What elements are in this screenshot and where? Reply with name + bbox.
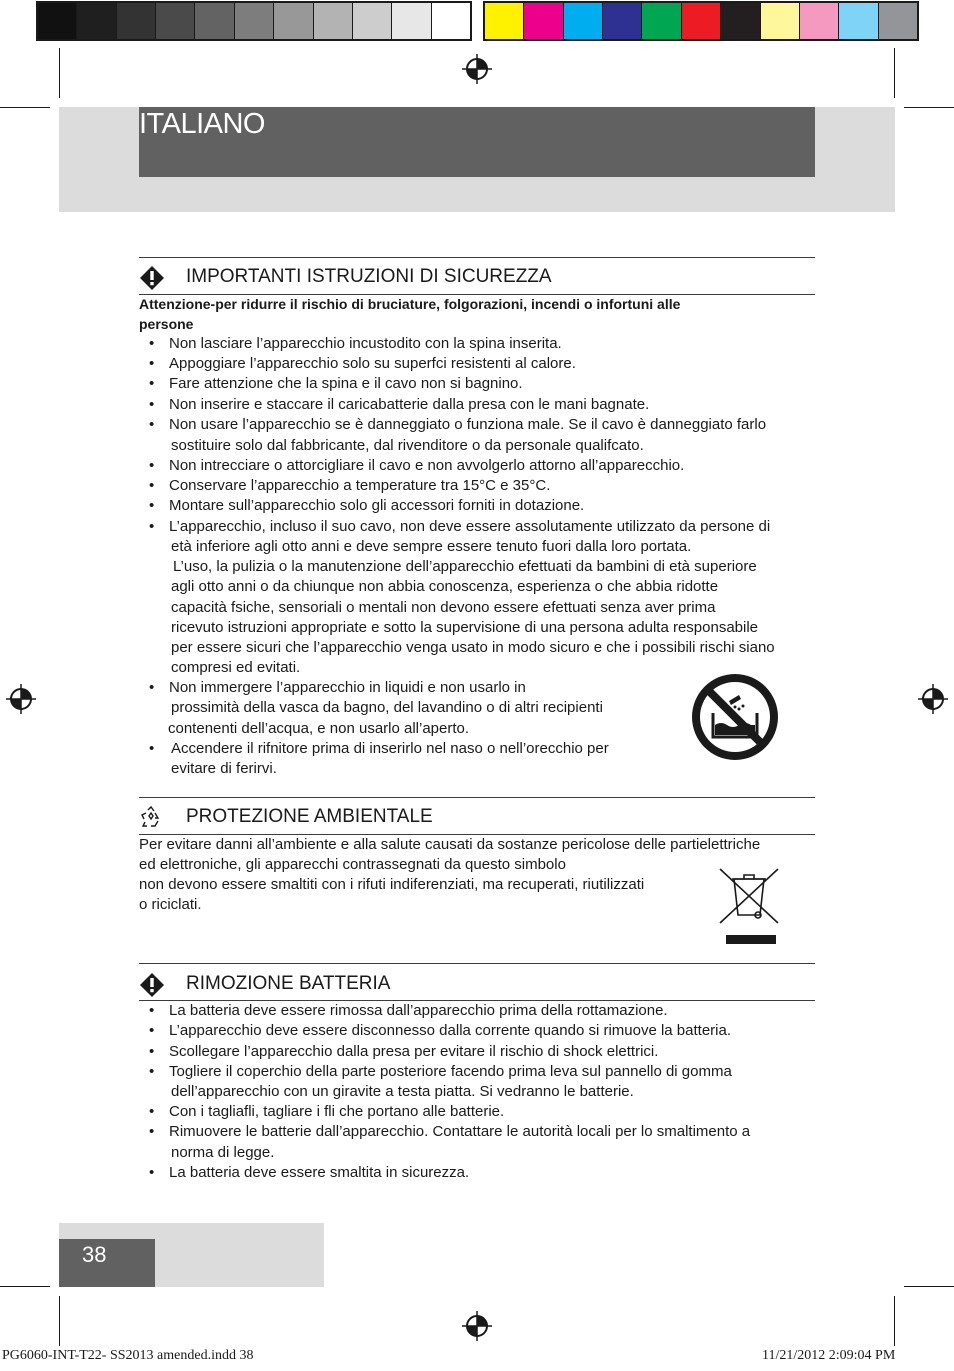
crop-mark [894, 1296, 895, 1346]
safety-item: Montare sull’apparecchio solo gli accessori forniti in dotazione. [169, 497, 585, 514]
bullet-marker: • [149, 355, 155, 372]
gray-swatch [392, 3, 430, 39]
bullet-marker: • [149, 375, 155, 392]
safety-item: contenenti dell’acqua, e non usarlo all’aperto. [168, 720, 470, 737]
safety-item: agli otto anni o da chiunque non abbia conoscenza, esperienza o che abbia ridotte [171, 578, 719, 595]
safety-item: Non intrecciare o attorcigliare il cavo e non avvolgerlo attorno all’apparecchio. [169, 457, 685, 474]
registration-mark-icon [462, 1311, 492, 1341]
gray-swatch [314, 3, 352, 39]
bullet-marker: • [149, 477, 155, 494]
color-swatch [721, 3, 759, 39]
gray-swatch [117, 3, 155, 39]
section-rule [139, 257, 815, 258]
safety-item: ricevuto istruzioni appropriate e sotto la supervisione di una persona adulta responsabile [171, 619, 759, 636]
safety-item: sostituire solo dal fabbricante, dal rivenditore o da personale qualifcato. [171, 437, 644, 454]
color-swatch [761, 3, 799, 39]
color-swatch [524, 3, 562, 39]
footer-file-info: PG6060-INT-T22- SS2013 amended.indd 38 [2, 1348, 254, 1363]
battery-item: norma di legge. [171, 1144, 275, 1161]
color-swatch [564, 3, 602, 39]
safety-item: prossimità della vasca da bagno, del lavandino o di altri recipienti [171, 699, 603, 716]
color-swatch [682, 3, 720, 39]
safety-item: Conservare l’apparecchio a temperature tra 15°C e 35°C. [169, 477, 551, 494]
safety-item: L’apparecchio, incluso il suo cavo, non deve essere assolutamente utilizzato da persone di [169, 518, 771, 535]
warning-icon [139, 265, 165, 291]
bullet-marker: • [149, 1103, 155, 1120]
registration-mark-icon [918, 684, 948, 714]
battery-item: La batteria deve essere smaltita in sicurezza. [169, 1164, 470, 1181]
bullet-marker: • [149, 457, 155, 474]
battery-section-title: RIMOZIONE BATTERIA [186, 973, 391, 994]
crop-mark [0, 107, 50, 108]
section-rule [139, 834, 815, 835]
battery-item: Togliere il coperchio della parte posteriore facendo prima leva sul pannello di gomma [169, 1063, 732, 1080]
crop-mark [59, 1296, 60, 1346]
color-swatch [800, 3, 838, 39]
bullet-marker: • [149, 1022, 155, 1039]
gray-swatch [274, 3, 312, 39]
safety-item: evitare di ferirvi. [171, 760, 277, 777]
gray-swatch [156, 3, 194, 39]
environment-line: non devono essere smaltiti con i rifuti indiferenziati, ma recuperati, riutilizzati [139, 876, 645, 893]
battery-item: Rimuovere le batterie dall’apparecchio. Contattare le autorità locali per lo smaltimento a [169, 1123, 751, 1140]
color-swatch [879, 3, 917, 39]
gray-swatch [432, 3, 470, 39]
environment-line: ed elettroniche, gli apparecchi contrassegnati da questo simbolo [139, 856, 566, 873]
crop-mark [0, 1286, 50, 1287]
safety-item: Fare attenzione che la spina e il cavo non si bagnino. [169, 375, 523, 392]
safety-item: Non usare l’apparecchio se è danneggiato o funziona male. Se il cavo è danneggiato farlo [169, 416, 767, 433]
bullet-marker: • [149, 396, 155, 413]
color-swatch [603, 3, 641, 39]
bullet-marker: • [149, 1002, 155, 1019]
process-color-bar [483, 1, 919, 41]
bullet-marker: • [149, 518, 155, 535]
bullet-marker: • [149, 1063, 155, 1080]
crop-mark [59, 48, 60, 98]
recycle-icon [139, 805, 163, 829]
warning-icon [139, 972, 165, 998]
color-swatch [642, 3, 680, 39]
battery-item: Con i tagliafli, tagliare i fli che portano alle batterie. [169, 1103, 505, 1120]
safety-intro: persone [139, 316, 194, 332]
color-swatch [839, 3, 877, 39]
safety-item: compresi ed evitati. [171, 659, 301, 676]
bullet-marker: • [149, 1164, 155, 1181]
gray-swatch [77, 3, 115, 39]
battery-item: Scollegare l’apparecchio dalla presa per evitare il rischio di shock elettrici. [169, 1043, 659, 1060]
footer-timestamp: 11/21/2012 2:09:04 PM [762, 1348, 896, 1363]
gray-swatch [195, 3, 233, 39]
safety-section-title: IMPORTANTI ISTRUZIONI DI SICUREZZA [186, 266, 552, 287]
grayscale-color-bar [36, 1, 472, 41]
environment-section-title: PROTEZIONE AMBIENTALE [186, 806, 433, 827]
registration-mark-icon [462, 54, 492, 84]
crop-mark [904, 107, 954, 108]
safety-intro: Attenzione-per ridurre il rischio di bruciature, folgorazioni, incendi o infortuni alle [139, 296, 681, 312]
page-number-box [59, 1239, 155, 1287]
environment-line: o riciclati. [139, 896, 202, 913]
crossed-bin-icon [716, 865, 782, 947]
no-water-immersion-icon [691, 673, 779, 761]
battery-item: La batteria deve essere rimossa dall’apparecchio prima della rottamazione. [169, 1002, 668, 1019]
bullet-marker: • [149, 1123, 155, 1140]
safety-item: Non lasciare l’apparecchio incustodito con la spina inserita. [169, 335, 562, 352]
gray-swatch [38, 3, 76, 39]
section-rule [139, 294, 815, 295]
safety-item: età inferiore agli otto anni e deve sempre essere tenuto fuori dalla loro portata. [171, 538, 692, 555]
safety-item: Non immergere l’apparecchio in liquidi e non usarlo in [169, 679, 526, 696]
color-swatch [485, 3, 523, 39]
safety-item: L’uso, la pulizia o la manutenzione dell’apparecchio efettuati da bambini di età superiore [173, 558, 757, 575]
section-rule [139, 1000, 815, 1001]
bullet-marker: • [149, 497, 155, 514]
crop-mark [894, 48, 895, 98]
bullet-marker: • [149, 416, 155, 433]
safety-item: per essere sicuri che l’apparecchio venga usato in modo sicuro e che i possibili rischi siano [171, 639, 775, 656]
gray-swatch [235, 3, 273, 39]
safety-item: Non inserire e staccare il caricabatterie dalla presa con le mani bagnate. [169, 396, 650, 413]
bullet-marker: • [149, 335, 155, 352]
crop-mark [904, 1286, 954, 1287]
page-title: ITALIANO [139, 108, 265, 140]
safety-item: capacità fsiche, sensoriali o mentali non devono essere efettuati senza aver prima [171, 599, 716, 616]
gray-swatch [353, 3, 391, 39]
battery-item: L’apparecchio deve essere disconnesso dalla corrente quando si rimuove la batteria. [169, 1022, 732, 1039]
bullet-marker: • [149, 740, 155, 757]
section-rule [139, 963, 815, 964]
section-rule [139, 797, 815, 798]
safety-item: Accendere il rifnitore prima di inserirlo nel naso o nell’orecchio per [171, 740, 609, 757]
safety-item: Appoggiare l’apparecchio solo su superfci resistenti al calore. [169, 355, 576, 372]
registration-mark-icon [6, 684, 36, 714]
page-number: 38 [82, 1242, 107, 1267]
bullet-marker: • [149, 1043, 155, 1060]
environment-line: Per evitare danni all’ambiente e alla salute causati da sostanze pericolose delle partielettriche [139, 836, 761, 853]
battery-item: dell’apparecchio con un giravite a testa piatta. Si vedranno le batterie. [171, 1083, 634, 1100]
bullet-marker: • [149, 679, 155, 696]
